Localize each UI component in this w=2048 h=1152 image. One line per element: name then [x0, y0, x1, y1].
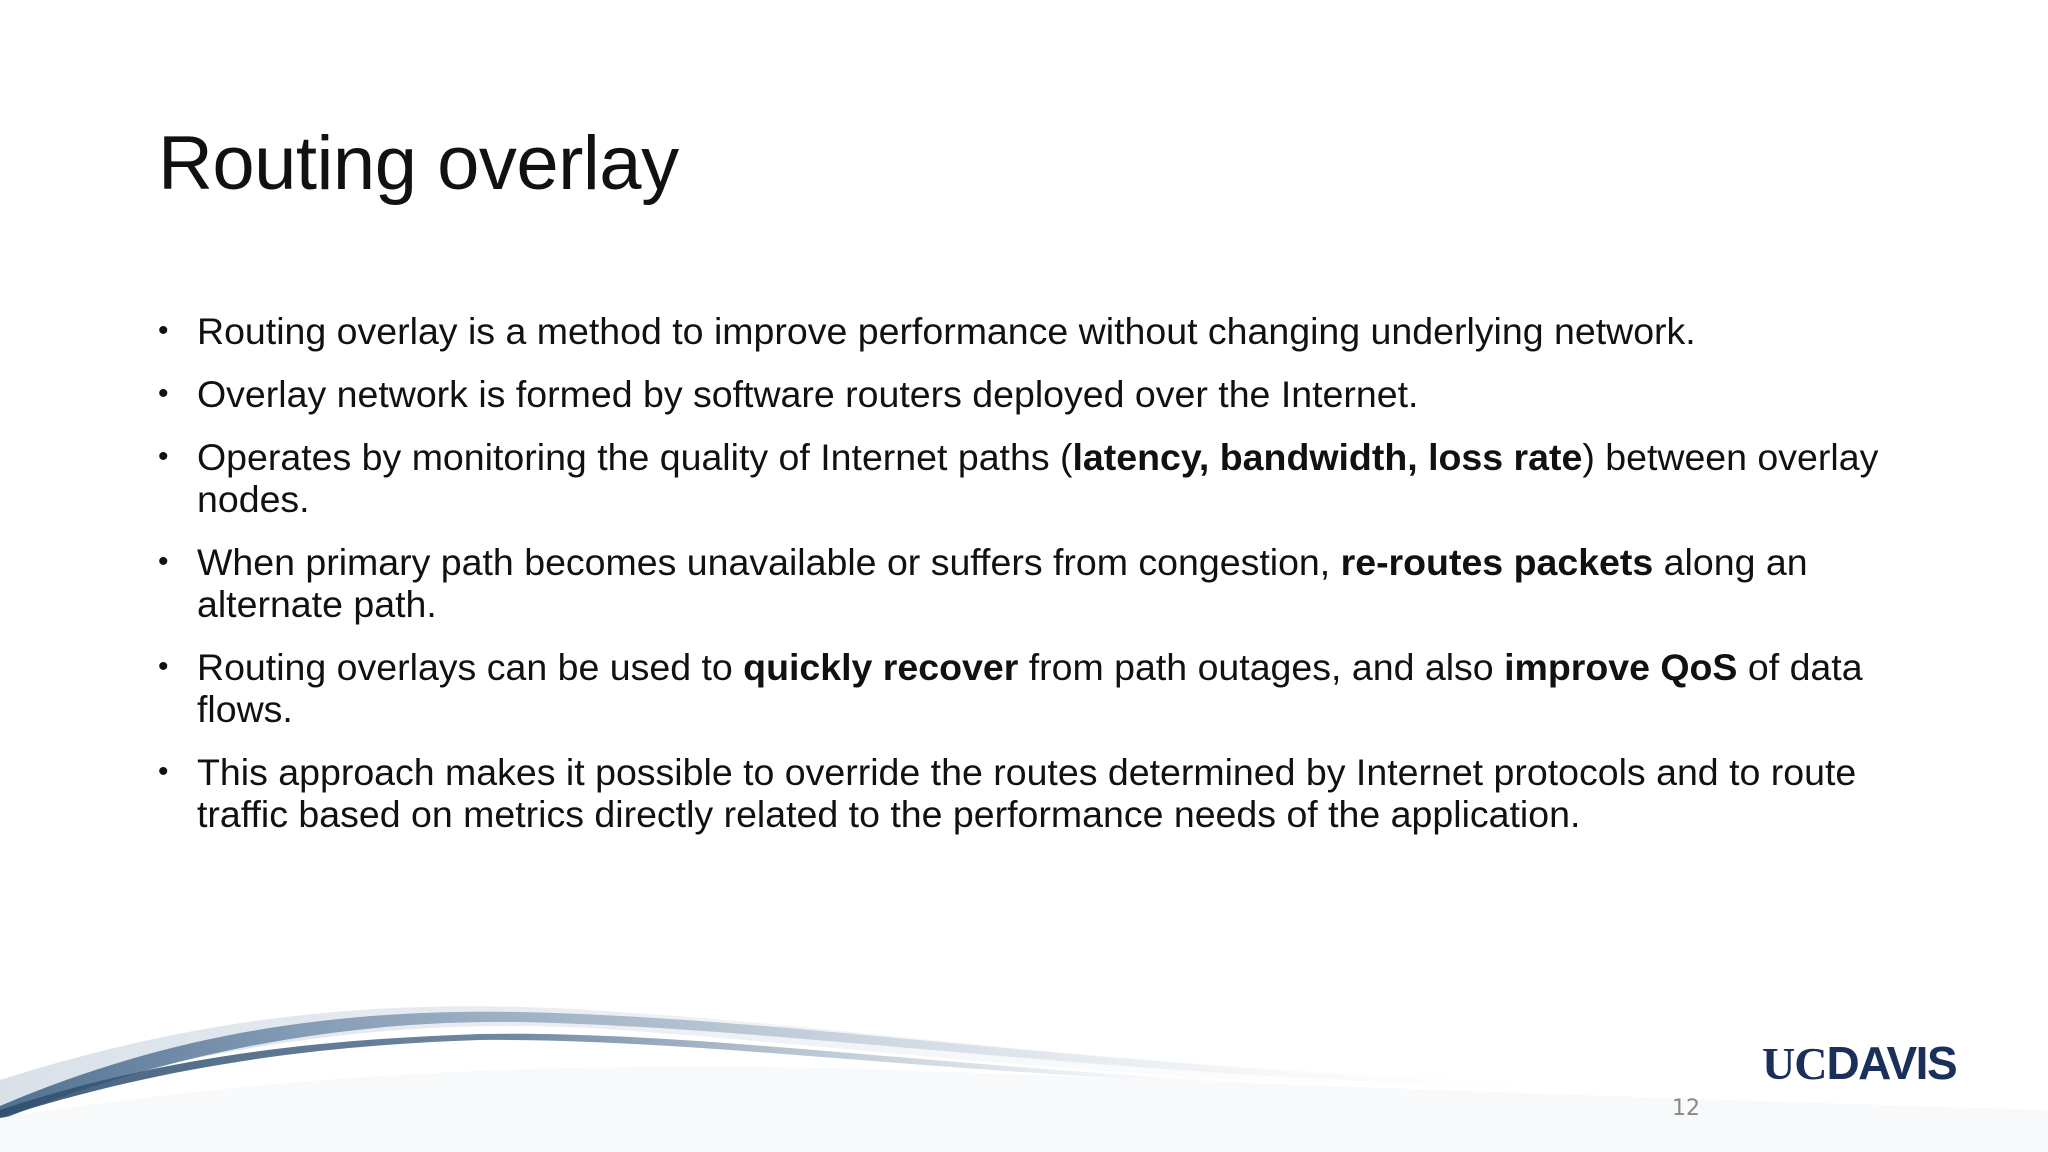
bullet-dot-icon: • — [158, 650, 169, 683]
bullet-text: Routing overlays can be used to — [197, 646, 744, 688]
decorative-wave — [0, 960, 2048, 1152]
bullet-text: This approach makes it possible to override the routes determined by Internet protocols and to route traffic based on metrics directly related to the performance needs of the application. — [197, 751, 1857, 835]
bullet-item — [158, 751, 1938, 835]
logo-davis: DAVIS — [1826, 1037, 1957, 1089]
bullet-dot-icon: • — [158, 545, 169, 578]
bullet-item — [158, 310, 1938, 352]
bullet-dot-icon: • — [158, 314, 169, 347]
page-number: 12 — [1672, 1096, 1700, 1121]
bullet-text: of data flows. — [197, 646, 1863, 730]
bullet-text: along an alternate path. — [197, 541, 1808, 625]
bullet-text: Overlay network is formed by software routers deployed over the Internet. — [197, 373, 1419, 415]
bullet-text: When primary path becomes unavailable or suffers from congestion, — [197, 541, 1341, 583]
bullet-emphasis: latency, bandwidth, loss rate — [1072, 436, 1583, 478]
bullet-emphasis: re-routes packets — [1340, 541, 1654, 583]
bullet-text: ) between overlay nodes. — [197, 436, 1879, 520]
bullet-text: Operates by monitoring the quality of Internet paths ( — [197, 436, 1073, 478]
bullet-emphasis: quickly recover — [743, 646, 1019, 688]
bullet-item — [158, 541, 1938, 625]
bullet-dot-icon: • — [158, 440, 169, 473]
bullet-text: from path outages, and also — [1018, 646, 1505, 688]
bullet-item — [158, 373, 1938, 415]
ucdavis-logo — [1762, 1037, 1957, 1089]
bullet-dot-icon: • — [158, 377, 169, 410]
bullet-item — [158, 436, 1938, 520]
bullet-dot-icon: • — [158, 755, 169, 788]
bullet-emphasis: improve QoS — [1504, 646, 1738, 688]
bullet-text: Routing overlay is a method to improve performance without changing underlying network. — [197, 310, 1696, 352]
bullet-item — [158, 646, 1938, 730]
slide-title: Routing overlay — [158, 121, 679, 206]
logo-uc: UC — [1762, 1038, 1827, 1089]
bullet-list — [158, 310, 1938, 856]
